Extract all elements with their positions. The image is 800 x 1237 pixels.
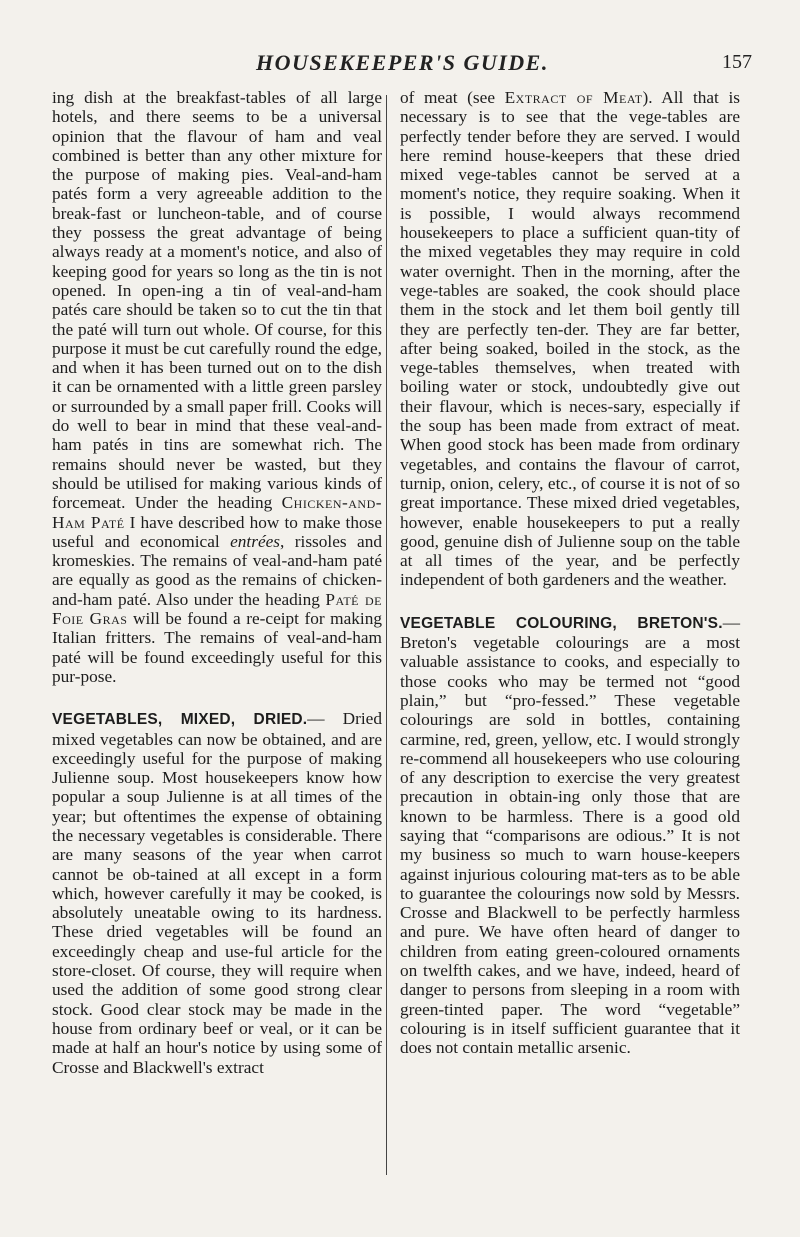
cross-reference: Paté de Foie Gras <box>52 589 382 629</box>
paragraph-dried-vegetables-cont: of meat (see Extract of Meat). All that is necessary is to see that the vege-tables are perfectly tender before they are served. I would here remind house-keepers that these dried mixed vege-tables cannot be served at a moment's notice, they require soaking. When it is possible, I would always recommend housekeepers to place a sufficient quan-tity of the mixed vegetables they may require in cold water overnight. Then in the morning, after the vege-tables are soaked, the cook should place them in the stock and let them boil gently till they are perfectly ten-der. They are far better, after being soaked, boiled in the stock, as the vege-tables themselves, when treated with boiling water or stock, undoubtedly give out their flavour, which is neces-sary, especially if the soup has been made from extract of meat. When good stock has been made from ordinary vegetables, and contains the flavour of carrot, turnip, onion, celery, etc., of course it is not of so great importance. These mixed dried vegetables, however, enable housekeepers to put a really good, genuine dish of Julienne soup on the table at all times of the year, and be perfectly independent of both gardeners and the weather. <box>400 88 740 590</box>
running-title: HOUSEKEEPER'S GUIDE. <box>256 50 549 75</box>
column-divider <box>386 95 387 1175</box>
entry-heading: VEGETABLES, MIXED, DRIED. <box>52 711 308 729</box>
page-number: 157 <box>722 51 752 73</box>
entry-heading: VEGETABLE COLOURING, BRETON'S. <box>400 614 723 632</box>
italic-term: entrées <box>230 531 281 551</box>
paragraph-veal-ham-pates: ing dish at the breakfast-tables of all large hotels, and there seems to be a universal opinion that the flavour of ham and veal combined is better than any other mixture for the purpose of making pies. Veal-and-ham patés form a very agreeable addition to the break-fast or luncheon-table, and of course they possess the great advantage of being always ready at a moment's notice, and also of keeping good for years so long as the tin is not opened. In open-ing a tin of veal-and-ham patés care should be taken so to cut the tin that the paté will turn out whole. Of course, for this purpose it must be cut carefully round the edge, and when it has been turned out on to the dish it can be ornamented with a little green parsley or surrounded by a small paper frill. Cooks will do well to bear in mind that these veal-and-ham patés in tins are somewhat rich. The remains should never be wasted, but they should be utilised for making various kinds of forcemeat. Under the heading Chicken-and-Ham Paté I have described how to make those useful and economical entrées, rissoles and kromeskies. The remains of veal-and-ham paté are equally as good as the remains of chicken-and-ham paté. Also under the heading Paté de Foie Gras will be found a re-ceipt for making Italian fritters. The remains of veal-and-ham paté will be found exceedingly useful for this pur-pose. <box>52 88 383 686</box>
entry-vegetables-mixed-dried: VEGETABLES, MIXED, DRIED.— Dried mixed vegetables can now be obtained, and are exceedingly useful for the purpose of making Julienne soup. Most housekeepers know how popular a soup Julienne is at all times of the year; but oftentimes the expense of obtaining the necessary vegetables is considerable. There are many seasons of the year when carrot cannot be ob-tained at all except in a form which, however carefully it may be cooked, is absolutely uneatable owing to its hardness. These dried vegetables will be found an exceedingly cheap and use-ful article for the store-closet. Of course, they will require when used the addition of some good strong clear stock. Good clear stock may be made in the house from ordinary beef or veal, or it can be made at half an hour's notice by using some of Crosse and Blackwell's extract <box>52 709 382 1077</box>
cross-reference: Extract of Meat <box>504 88 643 107</box>
running-head <box>196 44 752 78</box>
cross-reference: Chicken-and-Ham Paté <box>52 493 382 532</box>
right-column <box>400 88 740 1058</box>
left-column <box>52 88 382 1077</box>
entry-vegetable-colouring: VEGETABLE COLOURING, BRETON'S.—Breton's vegetable colourings are a most valuable assistance to cooks, and especially to those cooks who may be termed not “good plain,” but “pro-fessed.” These vegetable colourings are sold in bottles, containing carmine, red, green, yellow, etc. I would strongly re-commend all housekeepers who use colouring of any description to exercise the very greatest precaution in obtain-ing only those that are known to be harmless. There is a good old saying that “comparisons are odious.” It is not my business so much to warn house-keepers against injurious colouring mat-ters as to be able to guarantee the colourings now sold by Messrs. Crosse and Blackwell to be perfectly harmless and pure. We have often heard of danger to children from eating green-coloured ornaments on twelfth cakes, and we have, indeed, heard of danger to persons from sleeping in a room with green-tinted paper. The word “vegetable” colouring is in itself sufficient guarantee that it does not contain metallic arsenic. <box>400 612 740 1058</box>
